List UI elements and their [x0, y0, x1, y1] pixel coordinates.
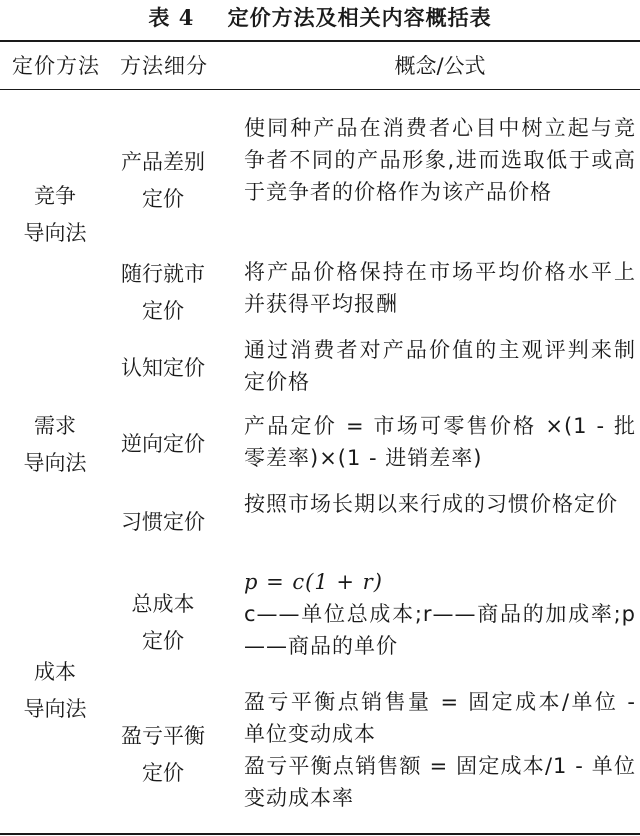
header-method-subdivision: 方法细分	[120, 54, 208, 78]
method-label-line2: 导向法	[23, 697, 87, 721]
method-label-line1: 竞争	[34, 184, 76, 208]
table-row-subdivision	[108, 718, 218, 792]
method-group-cost	[0, 654, 110, 728]
table-row-subdivision	[108, 504, 218, 541]
caption-number: 4	[178, 5, 195, 30]
method-group-competition	[0, 178, 110, 252]
subdivision-line1: 盈亏平衡	[121, 724, 205, 748]
table-header-rule	[0, 89, 640, 90]
table-row-subdivision	[108, 256, 218, 330]
table-row-subdivision	[108, 350, 218, 387]
subdivision-line2: 定价	[142, 761, 184, 785]
table-top-rule	[0, 40, 640, 42]
method-label-line1: 需求	[34, 414, 76, 438]
table-row-concept: 使同种产品在消费者心目中树立起与竞争者不同的产品形象,进而选取低于或高于竞争者的价格作为该产品价格	[244, 116, 636, 204]
caption-title: 定价方法及相关内容概括表	[227, 6, 492, 30]
subdivision-line2: 定价	[142, 187, 184, 211]
table-row-concept	[244, 686, 636, 814]
header-concept-formula: 概念/公式	[394, 54, 486, 78]
table-row-concept: 按照市场长期以来行成的习惯价格定价	[244, 492, 618, 516]
method-group-demand	[0, 408, 110, 482]
table-bottom-rule	[0, 833, 640, 835]
subdivision-line1: 随行就市	[121, 262, 205, 286]
method-label-line2: 导向法	[23, 221, 87, 245]
subdivision-line2: 定价	[142, 299, 184, 323]
table-row-subdivision	[108, 426, 218, 463]
table-row-concept: 产品定价 = 市场可零售价格 ×(1 - 批零差率)×(1 - 进销差率)	[244, 414, 636, 470]
header-pricing-method: 定价方法	[12, 54, 100, 78]
subdivision-line1: 认知定价	[121, 356, 205, 380]
break-even-revenue-formula: 盈亏平衡点销售额 = 固定成本/1 - 单位变动成本率	[244, 754, 636, 810]
total-cost-formula: p = c(1 + r)	[244, 570, 383, 594]
subdivision-line1: 逆向定价	[121, 432, 205, 456]
total-cost-variable-definitions: c——单位总成本;r——商品的加成率;p——商品的单价	[244, 602, 636, 658]
method-label-line1: 成本	[34, 660, 76, 684]
table-row-concept: 通过消费者对产品价值的主观评判来制定价格	[244, 338, 636, 394]
subdivision-line1: 产品差别	[121, 150, 205, 174]
table-row-concept	[244, 566, 636, 662]
table-caption	[0, 2, 640, 32]
caption-label: 表	[148, 6, 171, 30]
break-even-volume-formula: 盈亏平衡点销售量 = 固定成本/单位 - 单位变动成本	[244, 690, 636, 746]
table-row-subdivision	[108, 586, 218, 660]
method-label-line2: 导向法	[23, 451, 87, 475]
subdivision-line2: 定价	[142, 629, 184, 653]
table-row-concept: 将产品价格保持在市场平均价格水平上并获得平均报酬	[244, 260, 636, 316]
table-row-subdivision	[108, 144, 218, 218]
subdivision-line1: 总成本	[131, 592, 195, 616]
subdivision-line1: 习惯定价	[121, 510, 205, 534]
